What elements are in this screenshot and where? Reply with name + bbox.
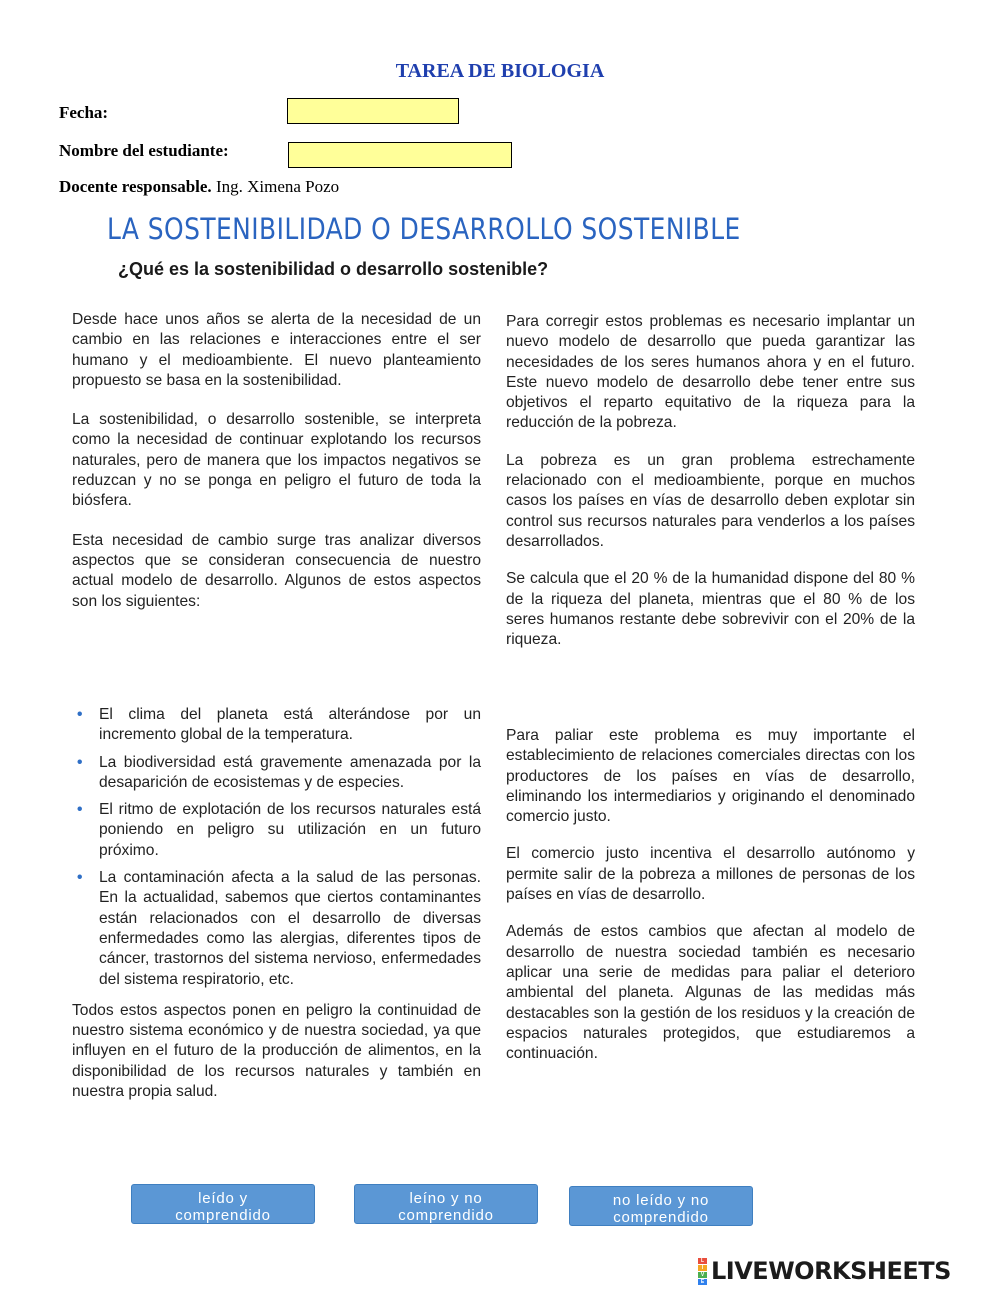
paragraph: Esta necesidad de cambio surge tras analizar diversos aspectos que se consideran consecuencia de nuestro actual modelo de desarrollo. Algunos de estos aspectos son los siguientes: (72, 531, 481, 610)
paragraph: Para paliar este problema es muy importante el establecimiento de relaciones comerciales directas con los productores de los países en vías de desarrollo, eliminando los intermediarios y originando el denominado comercio justo. (506, 727, 915, 826)
button-line: comprendido (398, 1207, 494, 1224)
button-line: comprendido (613, 1209, 709, 1226)
list-item: • El clima del planeta está alterándose por un incremento global de la temperatura. (77, 706, 481, 744)
paragraph: Todos estos aspectos ponen en peligro la continuidad de nuestro sistema económico y de nuestra sociedad, ya que influyen en el futuro de la producción de alimentos, en la disponibilidad de los recursos naturales y también en nuestra propia salud. (72, 1001, 481, 1101)
read-not-understood-button[interactable] (354, 1184, 538, 1224)
left-column-top (72, 310, 481, 612)
paragraph: La pobreza es un gran problema estrechamente relacionado con el medioambiente, porque en muchos casos los países en vías de desarrollo deben explotar sin control sus recursos naturales para venderlos a los países desarrollados. (506, 451, 915, 550)
student-name-label: Nombre del estudiante: (59, 141, 229, 160)
button-line: leíno y no (409, 1190, 483, 1207)
teacher-label: Docente responsable. (59, 177, 212, 196)
paragraph: Además de estos cambios que afectan al modelo de desarrollo de nuestra sociedad también es necesario aplicar una serie de medidas para paliar el deterioro ambiental del planeta. Algunas de las medidas más destacables son la gestión de los residuos y la creación de espacios naturales protegidos, que estudiaremos a continuación. (506, 923, 915, 1063)
button-line: comprendido (175, 1207, 271, 1224)
logo-block: I (698, 1265, 707, 1271)
date-field[interactable] (287, 98, 459, 124)
bullet-icon: • (77, 753, 83, 771)
teacher-line (59, 177, 339, 197)
logo-block: L (698, 1258, 707, 1264)
article-heading: LA SOSTENIBILIDAD O DESARROLLO SOSTENIBLE (107, 212, 741, 246)
document-title: TAREA DE BIOLOGIA (395, 60, 605, 82)
teacher-name: Ing. Ximena Pozo (211, 177, 340, 196)
paragraph: Para corregir estos problemas es necesario implantar un nuevo modelo de desarrollo que pueda garantizar las necesidades de los seres humanos ahora y en el futuro. Este nuevo modelo de desarrollo debe tener entre sus objetivos el reparto equitativo de la riqueza para la reducción de la pobreza. (506, 313, 915, 432)
button-line: leído y (198, 1190, 248, 1207)
logo-blocks-icon (698, 1258, 707, 1285)
left-column-bottom (72, 705, 481, 1102)
not-read-not-understood-button[interactable] (569, 1186, 753, 1226)
article-subheading: ¿Qué es la sostenibilidad o desarrollo sostenible? (118, 259, 549, 279)
list-item: • El ritmo de explotación de los recursos naturales está poniendo en peligro su utilización en un futuro próximo. (77, 801, 481, 859)
right-column-bottom (506, 726, 915, 1064)
right-column-top (506, 312, 915, 650)
bullet-icon: • (77, 706, 83, 723)
date-label: Fecha: (59, 103, 109, 122)
paragraph: La sostenibilidad, o desarrollo sostenible, se interpreta como la necesidad de continuar explotando los recursos naturales, pero de manera que los impactos negativos se reduzcan y no se ponga en peligro el futuro de toda la biósfera. (72, 411, 481, 510)
logo-block: V (698, 1272, 707, 1278)
logo-block: E (698, 1279, 707, 1285)
bullet-icon: • (77, 869, 83, 887)
list-item: • La contaminación afecta a la salud de las personas. En la actualidad, sabemos que ciertos contaminantes están relacionados con el desarrollo de diversas enfermedades como las alergias, diferentes tipos de cáncer, trastornos del sistema nervioso, enfermedades del sistema respiratorio, etc. (77, 869, 481, 988)
paragraph: Desde hace unos años se alerta de la necesidad de un cambio en las relaciones e interacciones entre el ser humano y el medioambiente. El nuevo planteamiento propuesto se basa en la sostenibilidad. (72, 311, 481, 389)
logo-text: LIVEWORKSHEETS (711, 1257, 951, 1285)
aspects-list (72, 705, 481, 990)
paragraph: Se calcula que el 20 % de la humanidad dispone del 80 % de la riqueza del planeta, mientras que el 80 % de los seres humanos restante debe sobrevivir con el 20% de la riqueza. (506, 570, 915, 649)
read-understood-button[interactable] (131, 1184, 315, 1224)
student-name-field[interactable] (288, 142, 512, 168)
bullet-icon: • (77, 801, 83, 819)
button-line: no leído y no (612, 1192, 710, 1209)
paragraph: El comercio justo incentiva el desarrollo autónomo y permite salir de la pobreza a millones de personas de los países en vías de desarrollo. (506, 845, 915, 904)
list-item: • La biodiversidad está gravemente amenazada por la desaparición de ecosistemas y de especies. (77, 753, 481, 791)
liveworksheets-logo (698, 1256, 951, 1286)
